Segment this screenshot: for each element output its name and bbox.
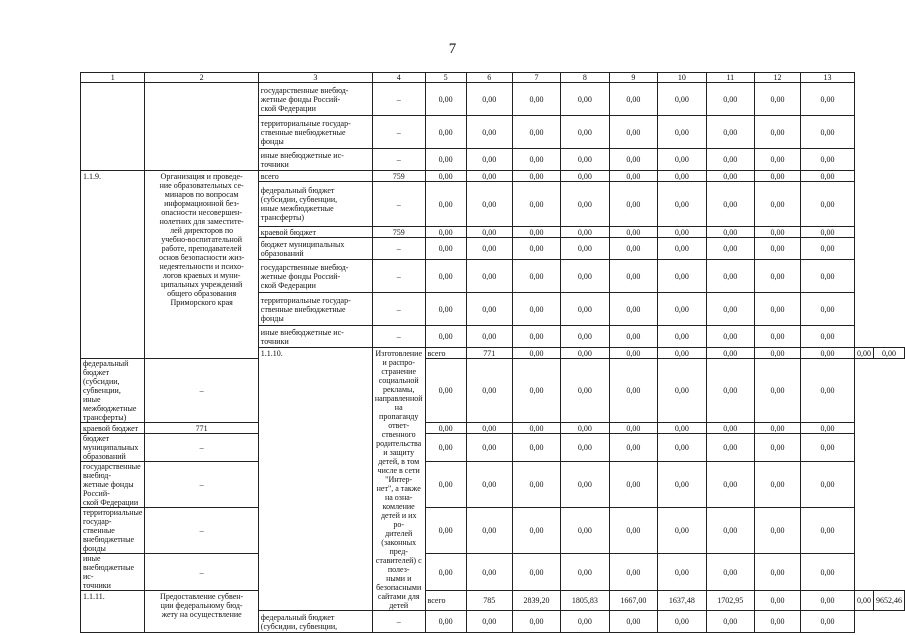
value-cell: 0,00 [425,326,466,348]
value-cell: 0,00 [755,116,801,149]
grbs-cell: – [145,462,258,508]
value-cell: 0,00 [512,116,560,149]
value-cell: 0,00 [609,116,657,149]
value-cell: 0,00 [755,434,801,462]
value-cell: 0,00 [609,434,657,462]
value-cell: 0,00 [801,171,855,182]
header-cell: 10 [658,73,706,83]
value-cell: 0,00 [801,359,855,423]
value-cell: 0,00 [609,171,657,182]
header-cell: 9 [609,73,657,83]
budget-table [80,72,905,633]
value-cell: 0,00 [512,462,560,508]
value-cell: 0,00 [801,591,855,611]
funding-source-cell: бюджет муниципальных образований [258,238,372,260]
value-cell: 0,00 [801,434,855,462]
table-row [81,171,905,182]
value-cell: 9652,46 [874,591,905,611]
funding-source-cell: иные внебюджетные ис- точники [258,149,372,171]
value-cell: 0,00 [512,293,560,326]
value-cell: 0,00 [706,423,754,434]
value-cell: 0,00 [874,348,905,359]
value-cell: 0,00 [561,227,609,238]
value-cell: 0,00 [658,293,706,326]
header-cell: 8 [561,73,609,83]
value-cell: 1637,48 [658,591,706,611]
value-cell: 0,00 [801,462,855,508]
value-cell: 0,00 [609,554,657,591]
value-cell: 0,00 [801,554,855,591]
value-cell: 0,00 [425,83,466,116]
value-cell: 0,00 [512,260,560,293]
value-cell: 0,00 [706,293,754,326]
value-cell: 0,00 [561,508,609,554]
value-cell: 0,00 [801,348,855,359]
grbs-cell: – [372,238,425,260]
value-cell: 0,00 [561,293,609,326]
table-row [81,462,905,508]
funding-source-cell: территориальные государ- ственные внебюджетные фонды [258,116,372,149]
funding-source-cell: федеральный бюджет (субсидии, субвенции, иные межбюджетные трансферты) [258,182,372,227]
value-cell: 0,00 [561,116,609,149]
value-cell: 0,00 [755,182,801,227]
value-cell: 0,00 [755,326,801,348]
header-cell: 5 [425,73,466,83]
funding-source-cell: краевой бюджет [81,423,145,434]
value-cell: 0,00 [855,348,874,359]
value-cell: 0,00 [755,83,801,116]
funding-source-cell: всего [258,171,372,182]
item-description-cell: Предоставление субвен- ции федеральному бюд- жету на осуществление [145,591,258,633]
value-cell: 0,00 [425,149,466,171]
value-cell: 0,00 [658,182,706,227]
table-row [81,423,905,434]
value-cell: 0,00 [658,554,706,591]
table-row [81,554,905,591]
funding-source-cell: территориальные государ- ственные внебюджетные фонды [258,293,372,326]
grbs-cell: – [145,359,258,423]
value-cell: 0,00 [706,554,754,591]
funding-source-cell: федеральный бюджет (субсидии, субвенции, иные межбюджетные трансферты) [81,359,145,423]
grbs-cell: 771 [145,423,258,434]
value-cell: 0,00 [755,423,801,434]
funding-source-cell: краевой бюджет [258,227,372,238]
grbs-cell: – [372,83,425,116]
value-cell: 0,00 [801,326,855,348]
value-cell: 0,00 [466,326,512,348]
funding-source-cell: всего [425,348,466,359]
value-cell: 0,00 [609,462,657,508]
funding-source-cell: государственные внебюд- жетные фонды Россий- ской Федерации [81,462,145,508]
item-number-cell: 1.1.9. [81,171,145,359]
value-cell: 0,00 [425,182,466,227]
value-cell: 0,00 [801,227,855,238]
value-cell: 0,00 [425,293,466,326]
value-cell: 0,00 [706,326,754,348]
value-cell: 0,00 [425,434,466,462]
header-cell: 2 [145,73,258,83]
value-cell: 0,00 [755,611,801,633]
value-cell: 0,00 [512,149,560,171]
value-cell: 0,00 [425,611,466,633]
value-cell: 0,00 [512,182,560,227]
value-cell: 0,00 [609,260,657,293]
value-cell: 0,00 [755,462,801,508]
value-cell: 0,00 [706,359,754,423]
value-cell: 0,00 [561,554,609,591]
value-cell: 0,00 [706,260,754,293]
value-cell: 0,00 [706,149,754,171]
grbs-cell: 771 [466,348,512,359]
value-cell: 0,00 [512,348,560,359]
value-cell: 0,00 [466,83,512,116]
value-cell: 0,00 [425,171,466,182]
value-cell: 0,00 [658,462,706,508]
header-cell: 1 [81,73,145,83]
value-cell: 0,00 [466,423,512,434]
value-cell: 0,00 [755,171,801,182]
funding-source-cell: иные внебюджетные ис- точники [258,326,372,348]
grbs-cell: – [372,260,425,293]
value-cell: 0,00 [512,434,560,462]
header-cell: 11 [706,73,754,83]
value-cell: 0,00 [561,348,609,359]
grbs-cell: 785 [466,591,512,611]
value-cell: 0,00 [425,423,466,434]
grbs-cell: – [145,434,258,462]
value-cell: 0,00 [658,260,706,293]
value-cell: 0,00 [466,149,512,171]
item-description-cell: Организация и проведе- ние образовательных се- минаров по вопросам информационной без- опасности несовершен- нолетних для заместите- лей директоров по учебно-воспитательной работе, преподавателей основ безопасности жиз- недеятельности и психо- логов краевых и муни- ципальных учреждений общего образования Приморского края [145,171,258,359]
item-number-cell: 1.1.10. [258,348,372,611]
funding-source-cell: государственные внебюд- жетные фонды Россий- ской Федерации [258,83,372,116]
value-cell: 0,00 [755,591,801,611]
table-row [81,83,905,116]
funding-source-cell: территориальные государ- ственные внебюджетные фонды [81,508,145,554]
value-cell: 0,00 [706,171,754,182]
page-number: 7 [448,41,457,57]
value-cell: 1805,83 [561,591,609,611]
value-cell: 0,00 [561,359,609,423]
header-cell: 12 [755,73,801,83]
value-cell: 0,00 [855,591,874,611]
grbs-cell: – [372,293,425,326]
value-cell: 0,00 [609,611,657,633]
value-cell: 0,00 [755,508,801,554]
value-cell: 0,00 [425,227,466,238]
funding-source-cell: всего [425,591,466,611]
value-cell: 0,00 [658,326,706,348]
value-cell: 0,00 [801,116,855,149]
value-cell: 0,00 [512,227,560,238]
value-cell: 0,00 [561,423,609,434]
value-cell: 0,00 [466,554,512,591]
table-row [81,434,905,462]
value-cell: 0,00 [512,171,560,182]
value-cell: 0,00 [706,116,754,149]
value-cell: 0,00 [658,348,706,359]
table-row [81,359,905,423]
value-cell: 0,00 [801,149,855,171]
value-cell: 0,00 [561,182,609,227]
value-cell: 0,00 [801,83,855,116]
value-cell: 0,00 [706,227,754,238]
value-cell: 0,00 [561,611,609,633]
value-cell: 0,00 [609,182,657,227]
value-cell: 0,00 [466,171,512,182]
header-cell: 7 [512,73,560,83]
value-cell: 0,00 [658,434,706,462]
value-cell: 0,00 [512,238,560,260]
value-cell: 0,00 [755,260,801,293]
value-cell: 0,00 [425,238,466,260]
value-cell: 0,00 [706,508,754,554]
value-cell: 0,00 [658,83,706,116]
value-cell: 0,00 [801,182,855,227]
value-cell: 0,00 [425,508,466,554]
funding-source-cell: федеральный бюджет (субсидии, субвенции, [258,611,372,633]
value-cell: 0,00 [425,462,466,508]
value-cell: 1667,00 [609,591,657,611]
value-cell: 0,00 [561,462,609,508]
item-description-cell: Изготовление и распро- странение социальной рекламы, направленной на пропаганду ответ- ственного родительства и защиту детей, в том числе в сети "Интер- нет", а также на озна- комление детей и их ро- дителей (законных пред- ставителей) с полез- ными и безопасными сайтами для детей [372,348,425,611]
value-cell: 0,00 [466,359,512,423]
value-cell: 0,00 [658,116,706,149]
value-cell: 0,00 [755,149,801,171]
value-cell: 0,00 [706,238,754,260]
value-cell: 0,00 [466,260,512,293]
value-cell: 0,00 [658,359,706,423]
value-cell: 0,00 [755,554,801,591]
value-cell: 0,00 [658,611,706,633]
value-cell: 0,00 [466,508,512,554]
header-cell: 3 [258,73,372,83]
value-cell: 0,00 [425,554,466,591]
value-cell: 0,00 [706,434,754,462]
value-cell: 0,00 [706,611,754,633]
value-cell: 0,00 [658,149,706,171]
value-cell: 0,00 [706,348,754,359]
value-cell: 0,00 [466,462,512,508]
grbs-cell: – [372,149,425,171]
value-cell: 0,00 [658,423,706,434]
header-cell: 13 [801,73,855,83]
grbs-cell: 759 [372,227,425,238]
item-description-cell [145,83,258,171]
value-cell: 0,00 [512,611,560,633]
value-cell: 0,00 [466,434,512,462]
grbs-cell: – [145,554,258,591]
value-cell: 0,00 [561,171,609,182]
funding-source-cell: государственные внебюд- жетные фонды Россий- ской Федерации [258,260,372,293]
value-cell: 0,00 [425,359,466,423]
value-cell: 0,00 [466,227,512,238]
value-cell: 0,00 [706,182,754,227]
value-cell: 0,00 [466,293,512,326]
value-cell: 0,00 [561,326,609,348]
value-cell: 0,00 [512,359,560,423]
value-cell: 0,00 [609,423,657,434]
value-cell: 0,00 [801,423,855,434]
grbs-cell: – [372,116,425,149]
value-cell: 0,00 [609,326,657,348]
value-cell: 0,00 [658,171,706,182]
header-cell: 4 [372,73,425,83]
value-cell: 1702,95 [706,591,754,611]
value-cell: 0,00 [755,293,801,326]
value-cell: 0,00 [755,238,801,260]
value-cell: 0,00 [658,227,706,238]
value-cell: 0,00 [755,348,801,359]
value-cell: 0,00 [512,508,560,554]
value-cell: 0,00 [512,326,560,348]
value-cell: 0,00 [561,83,609,116]
value-cell: 0,00 [755,227,801,238]
value-cell: 0,00 [425,116,466,149]
grbs-cell: – [372,326,425,348]
value-cell: 0,00 [609,348,657,359]
value-cell: 2839,20 [512,591,560,611]
value-cell: 0,00 [512,554,560,591]
item-number-cell [81,83,145,171]
value-cell: 0,00 [466,238,512,260]
value-cell: 0,00 [609,508,657,554]
value-cell: 0,00 [512,83,560,116]
value-cell: 0,00 [609,83,657,116]
value-cell: 0,00 [801,238,855,260]
table-row [81,508,905,554]
value-cell: 0,00 [609,227,657,238]
value-cell: 0,00 [425,260,466,293]
grbs-cell: – [145,508,258,554]
value-cell: 0,00 [609,359,657,423]
value-cell: 0,00 [658,238,706,260]
value-cell: 0,00 [561,434,609,462]
value-cell: 0,00 [801,260,855,293]
value-cell: 0,00 [466,611,512,633]
value-cell: 0,00 [609,149,657,171]
value-cell: 0,00 [706,462,754,508]
table-row [81,591,905,611]
value-cell: 0,00 [609,293,657,326]
value-cell: 0,00 [755,359,801,423]
value-cell: 0,00 [609,238,657,260]
grbs-cell: – [372,611,425,633]
header-cell: 6 [466,73,512,83]
grbs-cell: 759 [372,171,425,182]
value-cell: 0,00 [561,238,609,260]
value-cell: 0,00 [512,423,560,434]
item-number-cell: 1.1.11. [81,591,145,633]
value-cell: 0,00 [801,293,855,326]
value-cell: 0,00 [466,182,512,227]
value-cell: 0,00 [658,508,706,554]
value-cell: 0,00 [706,83,754,116]
header-row [81,73,905,83]
value-cell: 0,00 [801,508,855,554]
value-cell: 0,00 [801,611,855,633]
value-cell: 0,00 [466,116,512,149]
funding-source-cell: иные внебюджетные ис- точники [81,554,145,591]
grbs-cell: – [372,182,425,227]
value-cell: 0,00 [561,260,609,293]
value-cell: 0,00 [561,149,609,171]
funding-source-cell: бюджет муниципальных образований [81,434,145,462]
